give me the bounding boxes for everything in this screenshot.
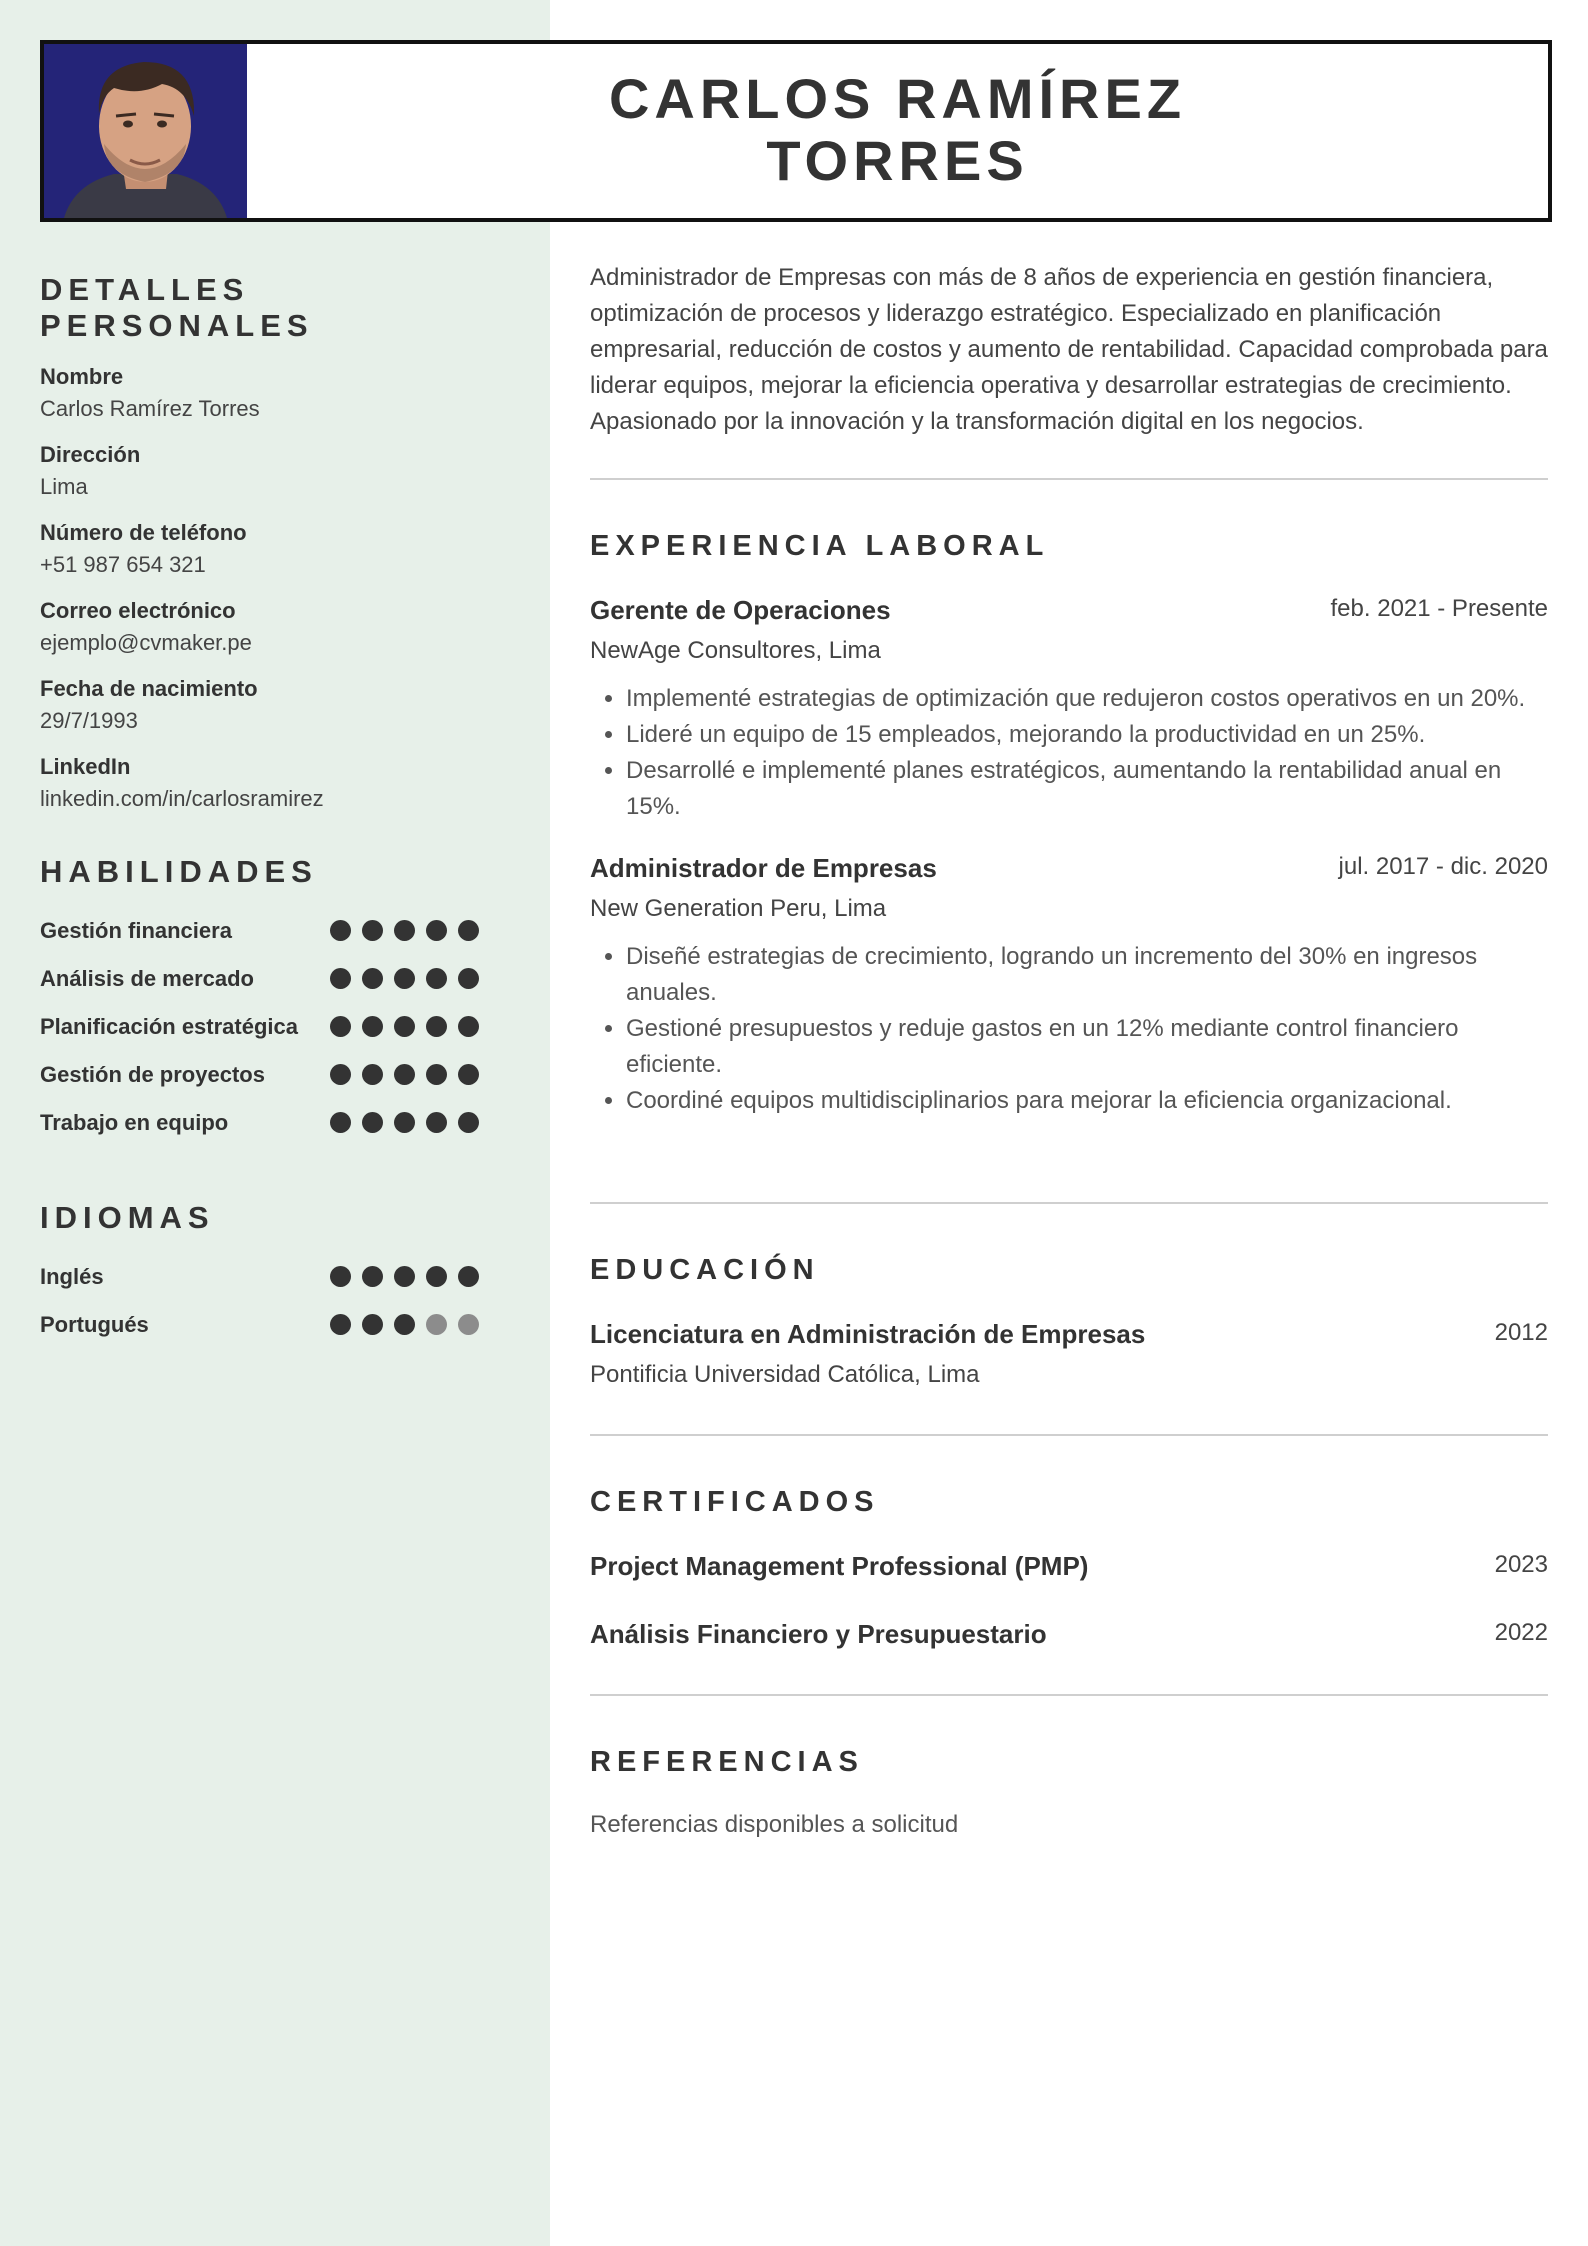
experience-section	[590, 530, 1548, 1119]
detail-label-email: Correo electrónico	[40, 598, 236, 623]
skill-label: Trabajo en equipo	[40, 1110, 229, 1135]
references-title: REFERENCIAS	[590, 1746, 864, 1778]
rating-dot	[362, 1064, 383, 1085]
certificate-item	[590, 1551, 1548, 1591]
skill-label: Análisis de mercado	[40, 966, 254, 991]
language-label: Portugués	[40, 1312, 149, 1337]
rating-dot	[394, 1112, 415, 1133]
rating-dot	[426, 1112, 447, 1133]
job-title: Administrador de Empresas	[590, 853, 937, 883]
skill-rating	[330, 1016, 479, 1037]
rating-dot	[426, 920, 447, 941]
divider	[590, 1694, 1548, 1696]
rating-dot	[330, 920, 351, 941]
detail-value-phone: +51 987 654 321	[40, 552, 206, 577]
languages-list	[40, 1254, 510, 1350]
job-bullet: • Coordiné equipos multidisciplinarios para mejorar la eficiencia organizacional.	[626, 1083, 1548, 1119]
rating-dot	[362, 1314, 383, 1335]
rating-dot	[458, 1266, 479, 1287]
personal-details-title: DETALLES PERSONALES	[40, 272, 314, 343]
rating-dot	[394, 1064, 415, 1085]
rating-dot	[426, 1064, 447, 1085]
school-name: Pontificia Universidad Católica, Lima	[590, 1361, 980, 1388]
skill-row	[40, 1100, 510, 1148]
rating-dot	[362, 968, 383, 989]
rating-dot	[362, 1112, 383, 1133]
skill-rating	[330, 920, 479, 941]
job-date: jul. 2017 - dic. 2020	[1338, 853, 1548, 880]
name-header	[40, 40, 1552, 222]
job-bullets	[590, 939, 1548, 1119]
language-rating	[330, 1266, 479, 1287]
languages-section	[40, 1200, 510, 1350]
certificates-title: CERTIFICADOS	[590, 1486, 880, 1518]
divider	[590, 1202, 1548, 1204]
skills-section	[40, 854, 510, 1148]
rating-dot	[394, 1314, 415, 1335]
rating-dot	[330, 1016, 351, 1037]
skill-rating	[330, 1112, 479, 1133]
job-title: Gerente de Operaciones	[590, 595, 891, 625]
skill-row	[40, 908, 510, 956]
job-bullet: • Diseñé estrategias de crecimiento, logrando un incremento del 30% en ingresos anuales.	[626, 939, 1548, 1011]
skill-row	[40, 1004, 510, 1052]
job-bullet: • Desarrollé e implementé planes estratégicos, aumentando la rentabilidad anual en 15%.	[626, 753, 1548, 825]
job-company: New Generation Peru, Lima	[590, 895, 887, 922]
certificates-section	[590, 1486, 1548, 1659]
job-bullet: • Gestioné presupuestos y reduje gastos en un 12% mediante control financiero eficiente.	[626, 1011, 1548, 1083]
detail-value-birthdate: 29/7/1993	[40, 708, 138, 733]
rating-dot	[394, 968, 415, 989]
rating-dot	[426, 968, 447, 989]
rating-dot	[362, 1266, 383, 1287]
name-line-2: TORRES	[766, 129, 1029, 192]
education-section	[590, 1254, 1548, 1389]
skills-list	[40, 908, 510, 1148]
rating-dot	[458, 1112, 479, 1133]
avatar	[44, 44, 247, 218]
detail-label-phone: Número de teléfono	[40, 520, 247, 545]
language-row	[40, 1254, 510, 1302]
certificate-year: 2022	[1494, 1619, 1548, 1646]
rating-dot	[458, 968, 479, 989]
rating-dot	[362, 1016, 383, 1037]
rating-dot	[330, 1314, 351, 1335]
detail-value-address: Lima	[40, 474, 88, 499]
name-line-1: CARLOS RAMÍREZ	[608, 67, 1187, 130]
skill-rating	[330, 1064, 479, 1085]
certificate-name: Project Management Professional (PMP)	[590, 1551, 1089, 1581]
language-row	[40, 1302, 510, 1350]
certificate-item	[590, 1619, 1548, 1659]
skill-row	[40, 1052, 510, 1100]
summary-text: Administrador de Empresas con más de 8 años de experiencia en gestión financiera, optimización de procesos y liderazgo estratégico. Especializado en planificación empresarial, reducción de costos y aumento de rentabilidad. Capacidad comprobada para liderar equipos, mejorar la eficiencia operativa y desarrollar estrategias de crecimiento. Apasionado por la innovación y la transformación digital en los negocios.	[590, 264, 1548, 435]
divider	[590, 478, 1548, 480]
rating-dot	[394, 920, 415, 941]
rating-dot	[362, 920, 383, 941]
skill-label: Planificación estratégica	[40, 1014, 298, 1039]
rating-dot	[394, 1266, 415, 1287]
rating-dot	[458, 1064, 479, 1085]
job-bullet: • Lideré un equipo de 15 empleados, mejorando la productividad en un 25%.	[626, 717, 1548, 753]
full-name	[247, 68, 1548, 192]
detail-label-linkedin: LinkedIn	[40, 754, 131, 779]
rating-dot	[330, 1112, 351, 1133]
references-text: Referencias disponibles a solicitud	[590, 1811, 959, 1838]
rating-dot	[458, 920, 479, 941]
degree-title: Licenciatura en Administración de Empresas	[590, 1319, 1146, 1349]
detail-label-address: Dirección	[40, 442, 141, 467]
detail-value-linkedin[interactable]: linkedin.com/in/carlosramirez	[40, 786, 324, 811]
detail-label-name: Nombre	[40, 364, 124, 389]
job-bullet: • Implementé estrategias de optimización que redujeron costos operativos en un 20%.	[626, 681, 1548, 717]
job-entry	[590, 853, 1548, 1119]
detail-value-email[interactable]: ejemplo@cvmaker.pe	[40, 630, 252, 655]
detail-value-name: Carlos Ramírez Torres	[40, 396, 260, 421]
rating-dot	[426, 1016, 447, 1037]
degree-year: 2012	[1494, 1319, 1548, 1346]
languages-title: IDIOMAS	[40, 1200, 215, 1235]
skills-title: HABILIDADES	[40, 854, 318, 889]
skill-rating	[330, 968, 479, 989]
language-rating	[330, 1314, 479, 1335]
skill-row	[40, 956, 510, 1004]
rating-dot	[458, 1016, 479, 1037]
personal-details-section	[40, 272, 510, 812]
skill-label: Gestión de proyectos	[40, 1062, 265, 1087]
certificate-name: Análisis Financiero y Presupuestario	[590, 1619, 1047, 1649]
job-bullets	[590, 681, 1548, 825]
skill-label: Gestión financiera	[40, 918, 232, 943]
profile-photo	[44, 44, 247, 218]
experience-title: EXPERIENCIA LABORAL	[590, 530, 1050, 562]
rating-dot	[330, 1266, 351, 1287]
language-label: Inglés	[40, 1264, 104, 1289]
job-date: feb. 2021 - Presente	[1330, 595, 1548, 622]
rating-dot	[330, 1064, 351, 1085]
detail-label-birthdate: Fecha de nacimiento	[40, 676, 258, 701]
summary-section	[590, 260, 1548, 440]
rating-dot	[426, 1266, 447, 1287]
rating-dot	[330, 968, 351, 989]
job-company: NewAge Consultores, Lima	[590, 637, 881, 664]
rating-dot	[426, 1314, 447, 1335]
rating-dot	[394, 1016, 415, 1037]
references-section	[590, 1746, 1548, 1839]
divider	[590, 1434, 1548, 1436]
rating-dot	[458, 1314, 479, 1335]
certificate-year: 2023	[1494, 1551, 1548, 1578]
job-entry	[590, 595, 1548, 825]
education-title: EDUCACIÓN	[590, 1254, 820, 1286]
